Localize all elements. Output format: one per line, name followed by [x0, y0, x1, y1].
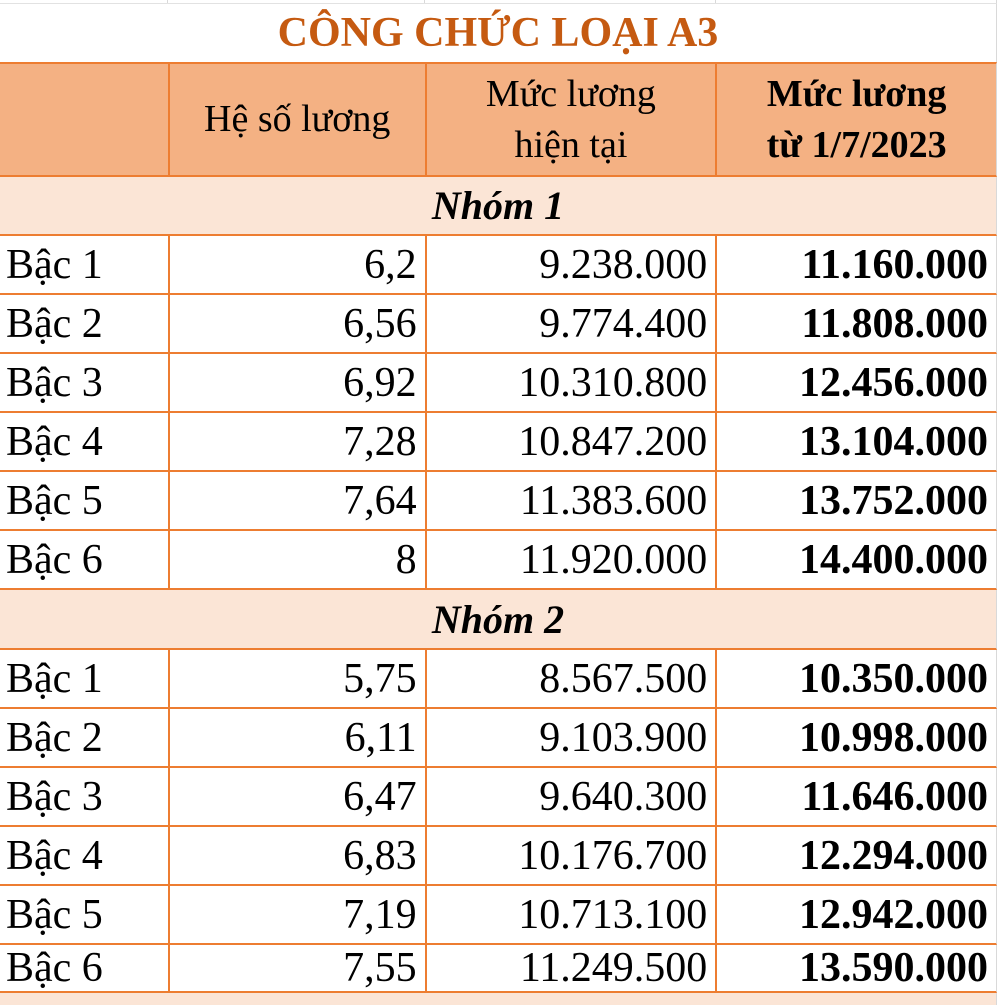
header-cell-coefficient [168, 64, 425, 175]
header-line: hiện tại [514, 123, 628, 166]
grid-line [424, 0, 425, 3]
table-row [0, 945, 997, 993]
spreadsheet-grid-strip [0, 0, 997, 4]
header-line: Mức lương [766, 73, 947, 116]
table-row [0, 236, 997, 295]
table-row [0, 354, 997, 413]
new-salary-cell: 14.400.000 [715, 531, 996, 588]
current-salary-cell: 9.640.300 [425, 768, 716, 825]
row-label-cell: Bậc 4 [6, 832, 103, 879]
table-row [0, 413, 997, 472]
new-salary-cell: 13.104.000 [715, 413, 996, 470]
new-salary-cell: 12.294.000 [715, 827, 996, 884]
grid-line [715, 0, 716, 3]
row-label-cell: Bậc 3 [6, 773, 103, 820]
next-group-row-partial [0, 993, 997, 1005]
current-salary-cell: 11.920.000 [425, 531, 716, 588]
header-line: Hệ số lương [204, 98, 391, 141]
header-cell-current-salary [425, 64, 716, 175]
group-name: Nhóm 1 [431, 183, 565, 228]
group-name: Nhóm 2 [431, 596, 565, 642]
current-salary-cell: 9.774.400 [425, 295, 716, 352]
table-row [0, 295, 997, 354]
table-title-row [0, 4, 997, 62]
current-salary-cell: 10.713.100 [425, 886, 716, 943]
table-row [0, 768, 997, 827]
table-row [0, 531, 997, 590]
new-salary-cell: 11.646.000 [715, 768, 996, 825]
row-label-cell: Bậc 6 [6, 945, 103, 991]
row-label-cell: Bậc 3 [6, 359, 103, 406]
coefficient-cell: 5,75 [168, 650, 425, 707]
current-salary-cell: 11.383.600 [425, 472, 716, 529]
grid-line [167, 0, 168, 3]
coefficient-cell: 8 [168, 531, 425, 588]
coefficient-cell: 6,56 [168, 295, 425, 352]
current-salary-cell: 10.310.800 [425, 354, 716, 411]
header-line: từ 1/7/2023 [766, 123, 947, 166]
table-row [0, 472, 997, 531]
current-salary-cell: 11.249.500 [425, 945, 716, 991]
table-row [0, 650, 997, 709]
coefficient-cell: 6,11 [168, 709, 425, 766]
coefficient-cell: 6,92 [168, 354, 425, 411]
current-salary-cell: 9.238.000 [425, 236, 716, 293]
row-label-cell: Bậc 5 [6, 477, 103, 524]
current-salary-cell: 10.176.700 [425, 827, 716, 884]
new-salary-cell: 11.160.000 [715, 236, 996, 293]
coefficient-cell: 6,2 [168, 236, 425, 293]
coefficient-cell: 7,19 [168, 886, 425, 943]
header-cell-new-salary [715, 64, 996, 175]
new-salary-cell: 10.350.000 [715, 650, 996, 707]
current-salary-cell: 8.567.500 [425, 650, 716, 707]
row-label-cell: Bậc 2 [6, 714, 103, 761]
table-row [0, 827, 997, 886]
header-line: Mức lương [485, 73, 656, 116]
table-title: CÔNG CHỨC LOẠI A3 [277, 10, 719, 56]
table-row [0, 709, 997, 768]
table-row [0, 886, 997, 945]
current-salary-cell: 10.847.200 [425, 413, 716, 470]
coefficient-cell: 6,47 [168, 768, 425, 825]
row-label-cell: Bậc 5 [6, 891, 103, 938]
group-header-nhom-1 [0, 177, 997, 236]
row-label-cell: Bậc 6 [6, 536, 103, 583]
coefficient-cell: 6,83 [168, 827, 425, 884]
row-label-cell: Bậc 2 [6, 300, 103, 347]
new-salary-cell: 13.590.000 [715, 945, 996, 991]
new-salary-cell: 12.456.000 [715, 354, 996, 411]
table-header-row [0, 62, 997, 177]
coefficient-cell: 7,28 [168, 413, 425, 470]
new-salary-cell: 13.752.000 [715, 472, 996, 529]
row-label-cell: Bậc 4 [6, 418, 103, 465]
row-label-cell: Bậc 1 [6, 241, 103, 288]
current-salary-cell: 9.103.900 [425, 709, 716, 766]
new-salary-cell: 12.942.000 [715, 886, 996, 943]
row-label-cell: Bậc 1 [6, 655, 103, 702]
group-header-nhom-2 [0, 590, 997, 650]
new-salary-cell: 11.808.000 [715, 295, 996, 352]
header-cell-empty [0, 64, 168, 175]
coefficient-cell: 7,64 [168, 472, 425, 529]
coefficient-cell: 7,55 [168, 945, 425, 991]
new-salary-cell: 10.998.000 [715, 709, 996, 766]
